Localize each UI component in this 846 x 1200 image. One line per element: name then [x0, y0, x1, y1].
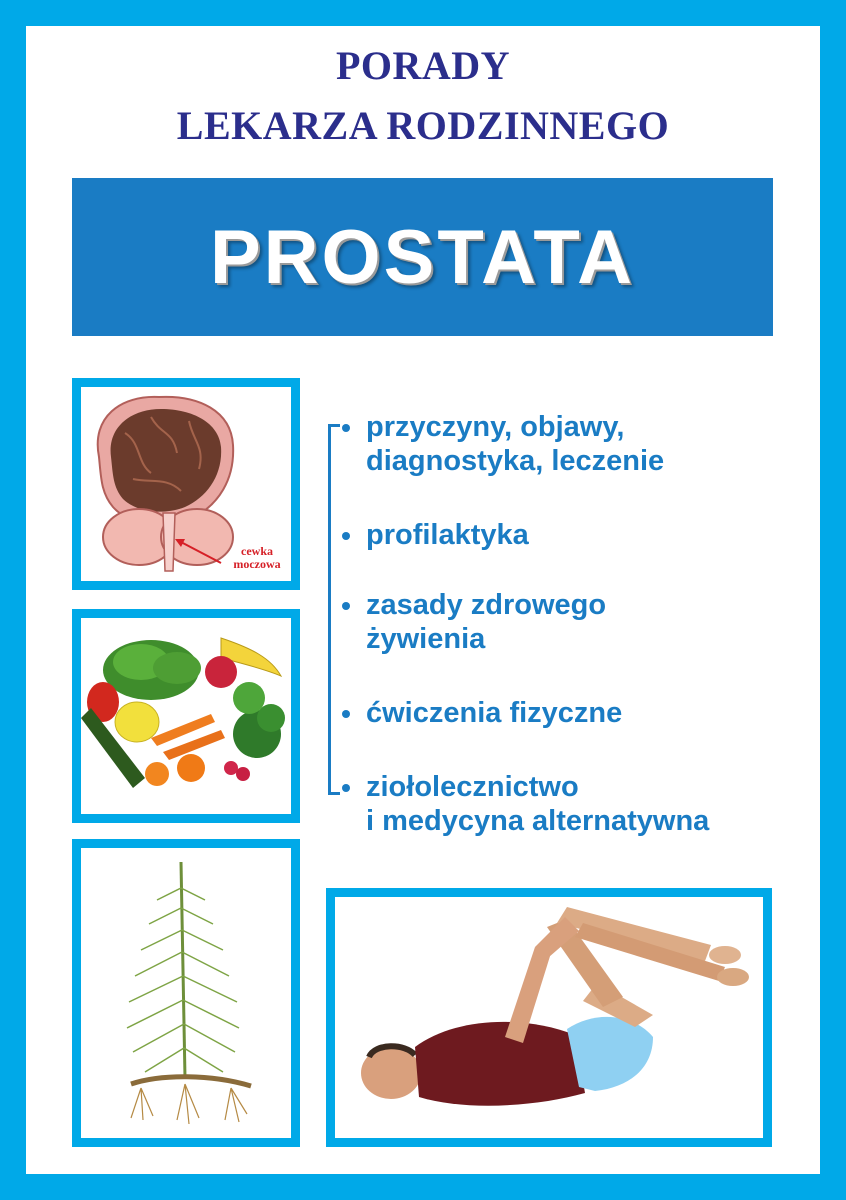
- vegetables-and-fruit-photo: [81, 618, 291, 814]
- vegetables-icon: [81, 618, 291, 814]
- topic-line: i medycyna alternatywna: [366, 805, 710, 837]
- series-title-line1: PORADY: [335, 43, 511, 88]
- topic-line: żywienia: [366, 623, 486, 655]
- series-title-line2: LEKARZA RODZINNEGO: [176, 103, 670, 148]
- man-knee-to-chest-exercise-photo: [335, 897, 763, 1138]
- topic-line: ćwiczenia fizyczne: [366, 697, 623, 729]
- herb-image-frame: [72, 839, 300, 1147]
- exercise-photo-icon: [335, 897, 763, 1138]
- exercise-image-frame: [326, 888, 772, 1147]
- prostate-anatomy-illustration: [81, 387, 291, 581]
- bullet-dot: [342, 710, 350, 718]
- topic-item: [366, 518, 806, 552]
- horsetail-plant-illustration: [81, 848, 291, 1138]
- bullet-dot: [342, 602, 350, 610]
- topic-item: [366, 696, 806, 730]
- anatomy-image-frame: [72, 378, 300, 590]
- topic-line: przyczyny, objawy,: [366, 411, 625, 443]
- title-banner: [72, 178, 773, 336]
- bracket-tick: [328, 424, 340, 427]
- topic-line: diagnostyka, leczenie: [366, 445, 665, 477]
- topic-item: [366, 410, 806, 478]
- topic-line: ziołolecznictwo: [366, 771, 579, 803]
- bullet-dot: [342, 424, 350, 432]
- urethra-label: [227, 545, 287, 571]
- book-cover: [26, 26, 820, 1174]
- topic-bracket: [328, 424, 331, 794]
- topic-item: [366, 770, 806, 838]
- urethra-label-line2: moczowa: [233, 557, 281, 571]
- topic-item: [366, 588, 806, 656]
- bracket-tick: [328, 792, 340, 795]
- food-image-frame: [72, 609, 300, 823]
- bullet-dot: [342, 532, 350, 540]
- horsetail-plant-icon: [81, 848, 291, 1138]
- topic-line: profilaktyka: [366, 519, 529, 551]
- book-title: PROSTATA: [209, 214, 636, 300]
- urethra-label-line1: cewka: [241, 544, 273, 558]
- topic-line: zasady zdrowego: [366, 589, 607, 621]
- bullet-dot: [342, 784, 350, 792]
